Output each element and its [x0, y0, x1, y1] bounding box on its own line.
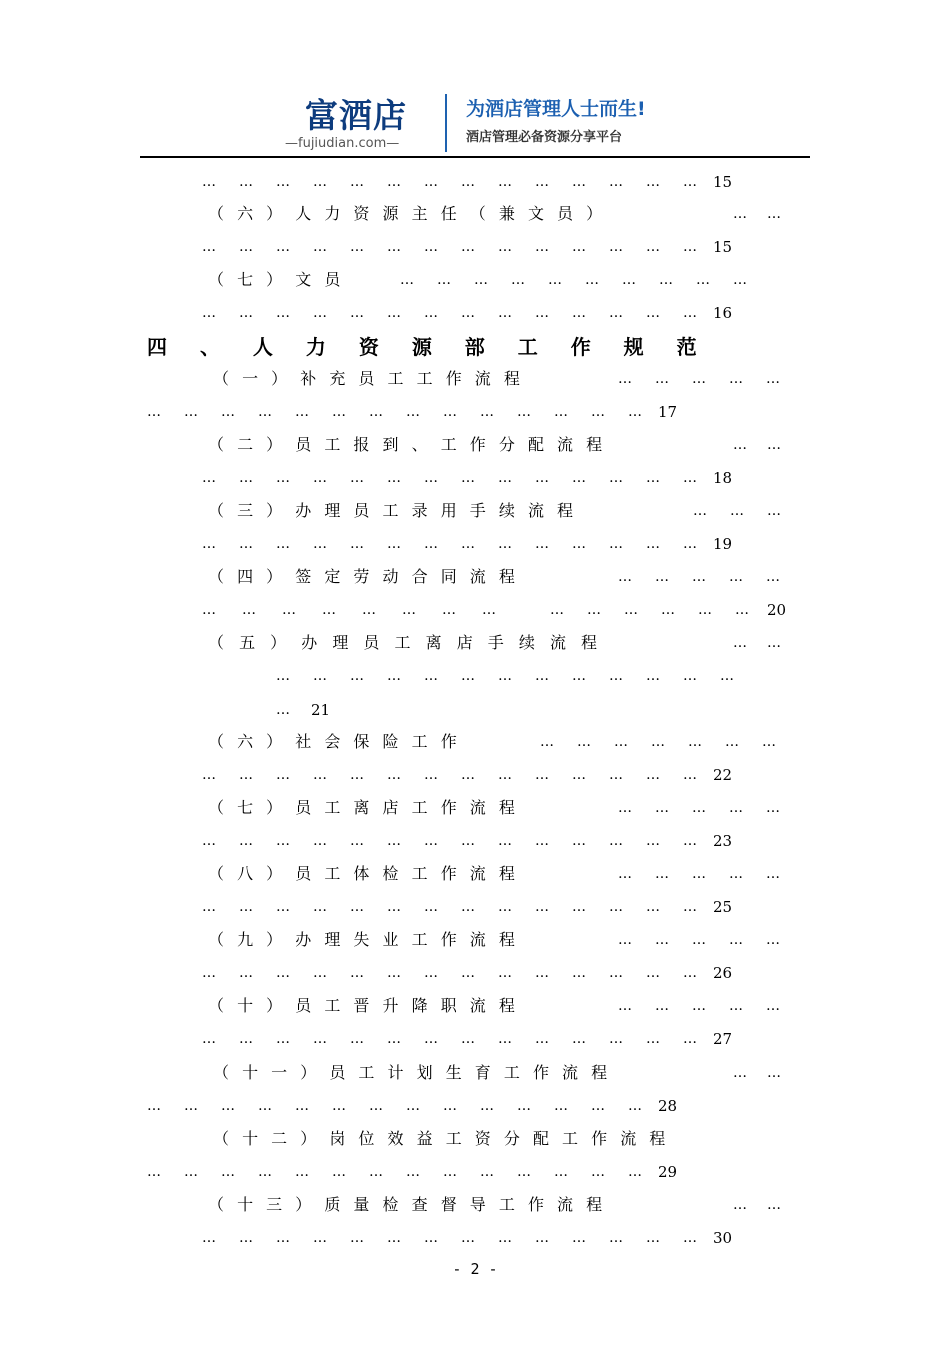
leader-dots: … … … … … — [618, 800, 779, 816]
header-tagline: 酒店管理必备资源分享平台 — [466, 130, 623, 145]
toc-entry[interactable] — [0, 1193, 950, 1217]
toc-page-number: 20 — [767, 601, 787, 619]
toc-entry[interactable] — [0, 202, 950, 226]
toc-title: （ 十 三 ） 质 量 检 查 督 导 工 作 流 程 — [208, 1195, 603, 1214]
toc-title: （ 九 ） 办 理 失 业 工 作 流 程 — [208, 930, 515, 949]
toc-title: （ 七 ） 员 工 离 店 工 作 流 程 — [208, 798, 515, 817]
toc-title: （ 三 ） 办 理 员 工 录 用 手 续 流 程 — [208, 501, 574, 520]
logo-domain: —fujiudian.com— — [285, 136, 400, 151]
toc-title: （ 十 ） 员 工 晋 升 降 职 流 程 — [208, 996, 515, 1015]
toc-page-number: 17 — [658, 403, 678, 421]
leader-dots: … … — [733, 635, 780, 651]
toc-title: （ 四 ） 签 定 劳 动 合 同 流 程 — [208, 567, 515, 586]
toc-leader-line: … … … … … … … … … … … … … … 18 — [0, 466, 950, 490]
leader-dots: … … — [733, 1197, 780, 1213]
toc-page-number: 19 — [713, 535, 733, 553]
toc-leader-line: … … … … … … … … … … … … … — [276, 668, 733, 684]
leader-dots: … … … … … — [618, 866, 779, 882]
toc-page-number: 28 — [658, 1097, 678, 1115]
toc-title: （ 十 二 ） 岗 位 效 益 工 资 分 配 工 作 流 程 — [213, 1129, 666, 1148]
leader-dots: … … … … … … … … … … — [400, 272, 746, 288]
logo-text: 富酒店 — [305, 96, 407, 135]
toc-leader-line: … … … … … … … … … … … … … … 30 — [0, 1226, 950, 1250]
toc-leader-line: … … … … … … … … … … … … … … 19 — [0, 532, 950, 556]
toc-page-number: 15 — [713, 238, 733, 256]
leader-dots: … … … … … — [618, 998, 779, 1014]
toc-title: （ 一 ） 补 充 员 工 工 作 流 程 — [213, 369, 520, 388]
leader-dots: … … … … … — [618, 371, 779, 387]
toc-page-number: 29 — [658, 1163, 678, 1181]
fujiudian-logo — [285, 90, 435, 152]
toc-entry[interactable] — [0, 268, 950, 292]
toc-page-number: 23 — [713, 832, 733, 850]
toc-page-number: 27 — [713, 1030, 733, 1048]
leader-dots: … … — [733, 1065, 780, 1081]
toc-entry[interactable] — [0, 433, 950, 457]
toc-page-number: 18 — [713, 469, 733, 487]
toc-entry[interactable] — [0, 862, 950, 886]
leader-dots: … … … — [693, 503, 780, 519]
toc-leader-line: … 21 — [0, 698, 950, 722]
toc-title: （ 五 ） 办 理 员 工 离 店 手 续 流 程 — [208, 633, 598, 652]
toc-page-number: 22 — [713, 766, 733, 784]
toc-leader-line: … … … … … … … … … … … … … … 15 — [0, 235, 950, 259]
toc-leader-line: … … … … … … … … … … … … … … 22 — [0, 763, 950, 787]
page-number: - 2 - — [452, 1260, 498, 1278]
toc-entry[interactable] — [0, 1127, 950, 1151]
toc-entry[interactable] — [0, 796, 950, 820]
toc-title: （ 六 ） 人 力 资 源 主 任 （ 兼 文 员 ） — [208, 204, 603, 223]
toc-leader-line: … … … … … … … … … … … … … … 29 — [0, 1160, 950, 1184]
toc-entry[interactable] — [0, 928, 950, 952]
toc-page-number: 30 — [713, 1229, 733, 1247]
header-slogan: 为酒店管理人士而生! — [466, 98, 646, 120]
leader-dots: … … — [733, 206, 780, 222]
toc-title: （ 二 ） 员 工 报 到 、 工 作 分 配 流 程 — [208, 435, 603, 454]
header-rule — [140, 156, 810, 158]
leader-dots: … … … … … … … … … … … … … … — [202, 174, 696, 190]
leader-dots: … … … … … … … — [540, 734, 775, 750]
leader-dots: … … … … … — [618, 569, 779, 585]
toc-entry[interactable] — [0, 631, 950, 655]
toc-entry[interactable] — [0, 565, 950, 589]
toc-entry[interactable] — [0, 499, 950, 523]
toc-entry[interactable] — [0, 994, 950, 1018]
toc-title: （ 八 ） 员 工 体 检 工 作 流 程 — [208, 864, 515, 883]
section-heading[interactable]: 四 、 人 力 资 源 部 工 作 规 范 — [147, 335, 710, 359]
toc-entry[interactable] — [0, 1061, 950, 1085]
toc-page-number: 25 — [713, 898, 733, 916]
leader-dots: … … … … … — [618, 932, 779, 948]
toc-leader-line: … … … … … … … … … … … … … … 25 — [0, 895, 950, 919]
toc-leader-line: … … … … … … … … … … … … … … 28 — [0, 1094, 950, 1118]
toc-page-number: 15 — [713, 173, 733, 191]
toc-leader-line: … … … … … … … … … … … … … … 26 — [0, 961, 950, 985]
toc-leader-line: … … … … … … … … … … … … … … 20 — [0, 598, 950, 622]
toc-page-number: 16 — [713, 304, 733, 322]
toc-leader-line: … … … … … … … … … … … … … … 23 — [0, 829, 950, 853]
toc-title: （ 七 ） 文 员 — [208, 270, 341, 289]
page-header — [140, 86, 810, 158]
header-divider — [445, 94, 447, 152]
toc-page-number: 21 — [311, 701, 331, 719]
toc-leader-line: … … … … … … … … … … … … … … 27 — [0, 1027, 950, 1051]
leader-dots: … … — [733, 437, 780, 453]
toc-leader-line: … … … … … … … … … … … … … … 16 — [0, 301, 950, 325]
toc-title: （ 六 ） 社 会 保 险 工 作 — [208, 732, 457, 751]
toc-entry[interactable] — [0, 730, 950, 754]
toc-entry[interactable] — [0, 367, 950, 391]
toc-page-number: 26 — [713, 964, 733, 982]
toc-leader-line: … … … … … … … … … … … … … … 17 — [0, 400, 950, 424]
toc-title: （ 十 一 ） 员 工 计 划 生 育 工 作 流 程 — [213, 1063, 608, 1082]
toc-entry[interactable] — [0, 170, 950, 194]
